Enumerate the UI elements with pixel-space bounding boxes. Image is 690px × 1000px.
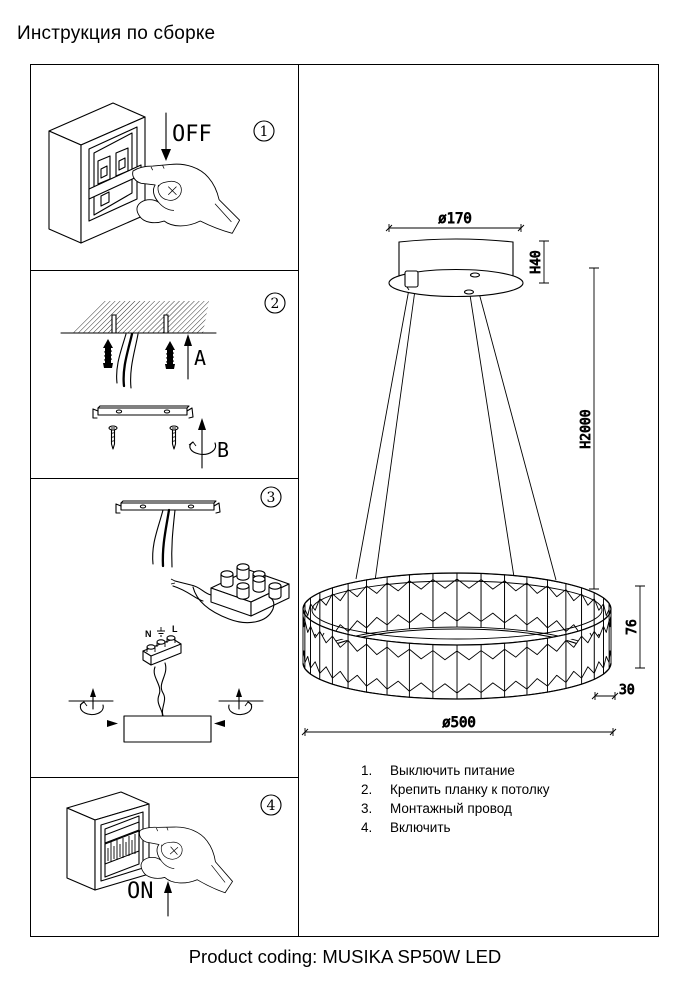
step-number-badge — [254, 121, 274, 141]
canopy-box-icon — [124, 716, 211, 742]
step-2-illustration — [31, 271, 298, 478]
steps-column — [31, 65, 299, 936]
arrow-up-icon — [164, 881, 172, 916]
terminal-l-label: L — [172, 624, 178, 634]
label-b: B — [217, 438, 230, 462]
note-number: 2. — [361, 782, 373, 797]
step-2-panel — [31, 271, 298, 479]
suspension-cables — [356, 278, 556, 581]
dim-canopy-diameter — [386, 211, 524, 232]
crystal-ring-part — [548, 634, 566, 692]
crystal-ring-part — [387, 641, 409, 697]
svg-text:1: 1 — [259, 124, 269, 140]
wall-anchor-icon — [165, 341, 175, 369]
dim-canopy-height — [529, 241, 549, 283]
crystal-ring-part — [433, 645, 457, 699]
crystal-ring-part — [527, 638, 548, 695]
note-number: 3. — [361, 801, 373, 816]
crystal-ring-part — [348, 634, 366, 692]
note-text: Крепить планку к потолку — [390, 782, 550, 797]
product-coding: Product coding: MUSIKA SP50W LED — [188, 946, 502, 967]
wall-anchor-icon — [103, 339, 113, 368]
rotate-direction-icon — [214, 688, 263, 727]
technical-drawing-panel — [299, 65, 658, 936]
crystal-ring-part — [457, 645, 481, 699]
step-number-badge — [265, 293, 285, 313]
step-4-illustration — [31, 778, 298, 936]
on-label: ON — [127, 879, 154, 904]
step-3-illustration — [31, 479, 298, 777]
wires-icon — [153, 510, 175, 567]
note-text: Монтажный провод — [390, 801, 512, 816]
dim-ring-height — [625, 586, 645, 668]
earth-ground-icon — [157, 627, 165, 636]
breaker-box-icon — [67, 792, 149, 890]
instruction-frame — [30, 64, 659, 937]
ceiling-icon — [61, 301, 216, 333]
step-number-badge — [261, 487, 281, 507]
arrow-up-a-icon — [184, 334, 206, 379]
crystal-ring-part — [505, 641, 527, 697]
rotate-arrow-b-icon — [189, 418, 229, 468]
svg-text:ø500: ø500 — [442, 715, 476, 731]
lamp-terminal-icon — [143, 624, 181, 719]
svg-text:H2000: H2000 — [579, 409, 594, 449]
dim-ring-depth — [592, 683, 635, 700]
terminal-block-icon — [171, 564, 289, 623]
arrow-down-icon — [161, 113, 171, 161]
breaker-box-icon — [49, 103, 145, 243]
note-text: Включить — [390, 820, 451, 835]
ceiling-canopy-icon — [389, 239, 523, 297]
wires-icon — [117, 334, 138, 388]
dim-suspension-height — [579, 268, 599, 589]
step-number-badge — [261, 795, 281, 815]
note-row — [361, 799, 550, 818]
note-text: Выключить питание — [390, 763, 515, 778]
screw-icon — [170, 426, 178, 449]
note-number: 1. — [361, 763, 373, 778]
note-row — [361, 761, 550, 780]
crystal-ring-part — [366, 638, 387, 695]
step-4-panel — [31, 778, 298, 936]
assembly-notes-list — [361, 761, 550, 837]
svg-text:H40: H40 — [529, 250, 544, 274]
note-row — [361, 818, 550, 837]
svg-text:76: 76 — [625, 619, 640, 635]
crystal-ring-part — [409, 643, 432, 698]
svg-text:2: 2 — [270, 296, 280, 312]
note-row — [361, 780, 550, 799]
off-label: OFF — [172, 122, 212, 147]
step-1-panel — [31, 65, 298, 271]
rotate-direction-icon — [69, 688, 118, 727]
step-3-panel — [31, 479, 298, 778]
svg-text:3: 3 — [266, 490, 276, 506]
terminal-n-label: N — [145, 629, 152, 639]
dim-ring-diameter — [302, 715, 616, 736]
label-a: A — [194, 346, 207, 370]
page-title: Инструкция по сборке — [17, 23, 216, 44]
screw-icon — [109, 426, 117, 449]
svg-text:ø170: ø170 — [438, 211, 472, 227]
mounting-bracket-icon — [93, 406, 193, 418]
note-number: 4. — [361, 820, 373, 835]
step-1-illustration — [31, 65, 298, 270]
svg-text:30: 30 — [619, 683, 635, 698]
crystal-ring-part — [481, 643, 504, 698]
pointing-hand-icon — [133, 164, 240, 233]
svg-text:4: 4 — [266, 798, 276, 814]
